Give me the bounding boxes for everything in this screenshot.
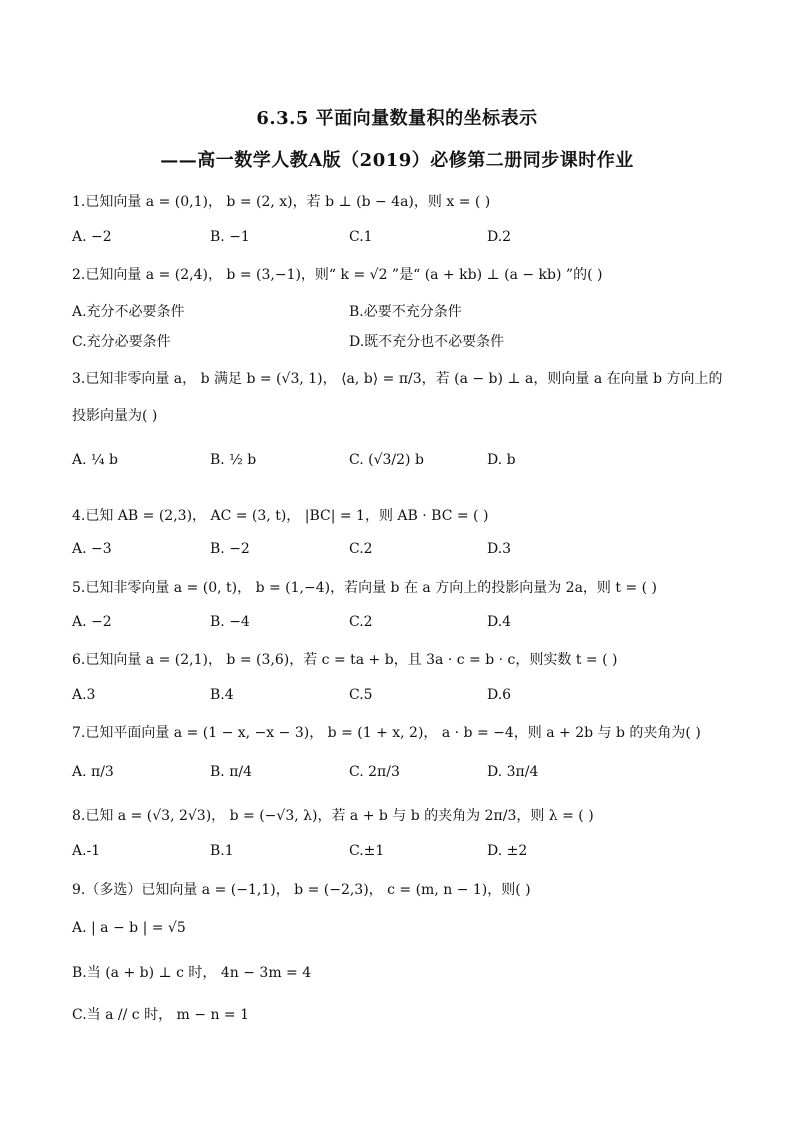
- question-2-stem: 2.已知向量 a = (2,4)， b = (3,−1)，则“ k = √2 ”是“ (a + kb) ⊥ (a − kb) ”的( ): [72, 267, 603, 283]
- q2-option-c: C.充分必要条件: [72, 334, 171, 350]
- q2-option-d: D.既不充分也不必要条件: [349, 334, 505, 350]
- q1-option-c: C.1: [349, 229, 373, 245]
- question-1-stem: 1.已知向量 a = (0,1)， b = (2, x)，若 b ⊥ (b − 4a)，则 x = ( ): [72, 194, 491, 210]
- question-7-stem: 7.已知平面向量 a = (1 − x, −x − 3)， b = (1 + x, 2)， a · b = −4，则 a + 2b 与 b 的夹角为( ): [72, 725, 701, 741]
- q7-option-d: D. 3π/4: [487, 764, 539, 780]
- question-3-stem: 3.已知非零向量 a， b 满足 b = (√3, 1)， ⟨a, b⟩ = π/3，若 (a − b) ⊥ a，则向量 a 在向量 b 方向上的: [72, 371, 723, 387]
- q4-option-d: D.3: [487, 541, 512, 557]
- question-9-stem: 9.（多选）已知向量 a = (−1,1)， b = (−2,3)， c = (m, n − 1)，则( ): [72, 882, 531, 898]
- page-title: 6.3.5 平面向量数量积的坐标表示: [256, 108, 538, 129]
- q9-option-c: C.当 a // c 时， m − n = 1: [72, 1007, 249, 1023]
- q4-option-a: A. −3: [72, 541, 112, 557]
- q6-option-a: A.3: [72, 687, 96, 703]
- q5-option-a: A. −2: [72, 614, 112, 630]
- q2-option-a: A.充分不必要条件: [72, 304, 185, 320]
- q5-option-b: B. −4: [210, 614, 250, 630]
- q6-option-b: B.4: [210, 687, 234, 703]
- q3-option-a: A. ¼ b: [72, 452, 118, 468]
- page-subtitle: ——高一数学人教A版（2019）必修第二册同步课时作业: [160, 150, 634, 171]
- q1-option-b: B. −1: [210, 229, 250, 245]
- question-4-stem: 4.已知 AB = (2,3)， AC = (3, t)， |BC| = 1，则 AB · BC = ( ): [72, 508, 489, 524]
- q8-option-c: C.±1: [349, 843, 385, 859]
- q7-option-a: A. π/3: [72, 764, 114, 780]
- q5-option-c: C.2: [349, 614, 373, 630]
- q3-option-d: D. b: [487, 452, 516, 468]
- q6-option-d: D.6: [487, 687, 512, 703]
- q8-option-b: B.1: [210, 843, 234, 859]
- q4-option-c: C.2: [349, 541, 373, 557]
- q1-option-a: A. −2: [72, 229, 112, 245]
- question-3-stem-cont: 投影向量为( ): [72, 408, 158, 424]
- question-5-stem: 5.已知非零向量 a = (0, t)， b = (1,−4)，若向量 b 在 a 方向上的投影向量为 2a，则 t = ( ): [72, 580, 657, 596]
- q9-option-a: A. | a − b | = √5: [72, 920, 186, 936]
- question-6-stem: 6.已知向量 a = (2,1)， b = (3,6)，若 c = ta + b，且 3a · c = b · c，则实数 t = ( ): [72, 652, 618, 668]
- q5-option-d: D.4: [487, 614, 512, 630]
- q9-option-b: B.当 (a + b) ⊥ c 时， 4n − 3m = 4: [72, 965, 312, 981]
- q4-option-b: B. −2: [210, 541, 250, 557]
- q7-option-b: B. π/4: [210, 764, 253, 780]
- question-8-stem: 8.已知 a = (√3, 2√3)， b = (−√3, λ)，若 a + b 与 b 的夹角为 2π/3，则 λ = ( ): [72, 808, 594, 824]
- q3-option-b: B. ½ b: [210, 452, 257, 468]
- q8-option-d: D. ±2: [487, 843, 528, 859]
- q6-option-c: C.5: [349, 687, 373, 703]
- q2-option-b: B.必要不充分条件: [349, 304, 462, 320]
- q3-option-c: C. (√3/2) b: [349, 452, 424, 468]
- q7-option-c: C. 2π/3: [349, 764, 400, 780]
- q8-option-a: A.-1: [72, 843, 101, 859]
- q1-option-d: D.2: [487, 229, 512, 245]
